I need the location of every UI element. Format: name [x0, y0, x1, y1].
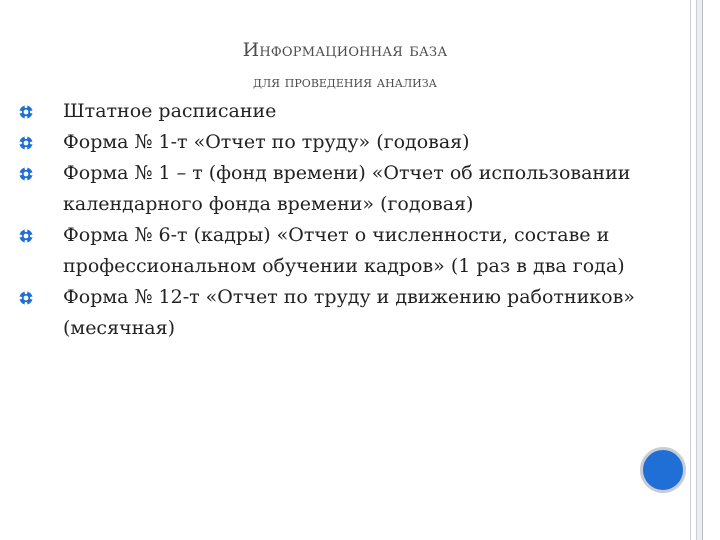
- list-item-text: Форма № 1-т «Отчет по труду» (годовая): [63, 131, 470, 153]
- gear-flower-icon: [18, 135, 34, 151]
- list-item: [18, 96, 668, 127]
- right-rail-line: [702, 0, 703, 540]
- gear-flower-icon: [18, 166, 34, 182]
- list-item-text: Форма № 1 – т (фонд времени) «Отчет об использовании календарного фонда времени» (годовая): [63, 162, 631, 215]
- list-item-text: Штатное расписание: [63, 100, 277, 122]
- gear-flower-icon: [18, 290, 34, 306]
- gear-flower-icon: [18, 228, 34, 244]
- right-rail-line: [696, 0, 697, 540]
- list-item: [18, 127, 668, 158]
- gear-flower-icon: [18, 104, 34, 120]
- bullet-list: [18, 96, 668, 344]
- list-item: [18, 282, 668, 344]
- slide-title: [150, 34, 540, 98]
- right-rail-line: [690, 0, 691, 540]
- list-item-text: Форма № 6-т (кадры) «Отчет о численности, составе и профессиональном обучении кадров» (1 раз в два года): [63, 224, 625, 277]
- decorative-circle: [640, 447, 686, 493]
- title-line-2: для проведения анализа: [253, 73, 437, 91]
- list-item-text: Форма № 12-т «Отчет по труду и движению работников» (месячная): [63, 286, 635, 339]
- list-item: [18, 220, 668, 282]
- list-item: [18, 158, 668, 220]
- title-line-1: Информационная база: [242, 39, 448, 61]
